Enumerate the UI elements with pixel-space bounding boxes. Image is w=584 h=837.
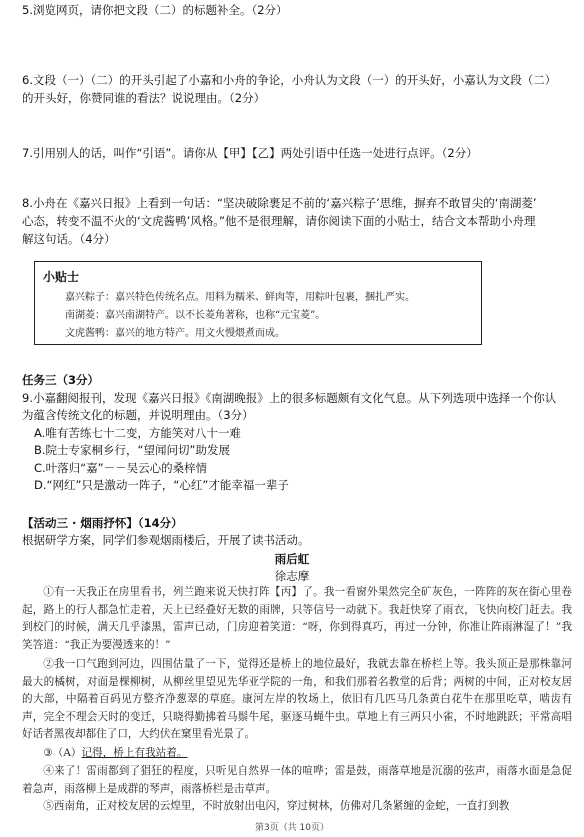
question-5: 5.浏览网页，请你把文段（二）的标题补全。（2分） bbox=[22, 3, 288, 17]
question-8-line-2: 心态，转变不温不火的‘文虎酱鸭’风格。”他不是很理解，请你阅读下面的小贴士，结合文本帮助小舟理 bbox=[22, 214, 536, 228]
activity-3-heading: 【活动三 · 烟雨抒怀】（14分） bbox=[22, 516, 183, 530]
tips-title: 小贴士 bbox=[43, 270, 80, 284]
tips-row-zongzi: 嘉兴粽子：嘉兴特色传统名点。用料为糯米、鲜肉等，用粽叶包裹，捆扎严实。 bbox=[65, 292, 415, 303]
option-b: B.院士专家桐乡行，“望闻问切”助发展 bbox=[34, 443, 230, 457]
article-paragraph-5: ⑤西南角，正对校友居的云煌里，不时放射出电闪，穿过树林，仿佛对几条紧缠的金蛇，一直打到教 bbox=[43, 800, 510, 812]
question-7: 7.引用别人的话，叫作“引语”。请你从【甲】【乙】两处引语中任选一处进行点评。（2分） bbox=[22, 146, 478, 160]
article-paragraph-4: ④来了！雷雨都到了猖狂的程度，只听见自然界一体的喧哗；雷是鼓，雨落草地是沉溺的弦声，雨落水面是急促着急声，雨落柳上是成群的琴声，雨落桥栏是击草声。 bbox=[22, 765, 572, 795]
tips-row-duck: 文虎酱鸭：嘉兴的地方特产。用文火慢煨煮而成。 bbox=[65, 328, 285, 339]
tips-row-ling: 南湖菱：嘉兴南湖特产。以不长菱角著称，也称“元宝菱”。 bbox=[65, 310, 326, 321]
question-9-line-1: 9.小嘉翻阅报刊，发现《嘉兴日报》《南湖晚报》上的很多标题颇有文化气息。从下列选项中选择一个你认 bbox=[22, 391, 557, 405]
article-paragraph-3-text: 记得，桥上有我站着。 bbox=[81, 747, 188, 759]
question-8-line-1: 8.小舟在《嘉兴日报》上看到一句话：“坚决破除裹足不前的‘嘉兴粽子’思维，摒弃不敢冒尖的‘南湖菱’ bbox=[22, 196, 537, 210]
question-6-line-2: 的开头好，你赞同谁的看法？说说理由。（2分） bbox=[22, 91, 266, 105]
option-c: C.叶落归“嘉”－－吴云心的桑梓情 bbox=[34, 461, 208, 475]
activity-3-intro: 根据研学方案，同学们参观烟雨楼后，开展了读书活动。 bbox=[22, 533, 310, 547]
option-d: D.“网红”只是激动一阵子，“心红”才能幸福一辈子 bbox=[34, 478, 289, 492]
question-8-line-3: 解这句话。（4分） bbox=[22, 232, 116, 246]
option-a: A.唯有苦练七十二变，方能笑对八十一难 bbox=[34, 426, 241, 440]
task-3-heading: 任务三（3分） bbox=[22, 373, 100, 387]
article-paragraph-3 bbox=[22, 745, 572, 763]
page-footer: 第3页（共 10页） bbox=[254, 823, 330, 833]
article-title: 雨后虹 bbox=[274, 552, 310, 566]
article-paragraph-2: ②我一口气跑到河边，四围估量了一下，觉得还是桥上的地位最好，我就去靠在桥栏上等。我头顶正是那株靠河最大的橘树，对面是棵柳树，从柳丝里望见先华亚学院的一角，和我们那着名教堂的后背；两树的中间，正对校友居的大部，中隔着百码见方整齐净葱翠的草庭。康河左岸的牧场上，依旧有几匹马几条黄白花牛在那里吃草，啮齿有声，完全不理会天时的变迁，只晓得勤拂着马鬃牛尾，驱逐马蝇牛虫。草地上有三两只小雀，不时地跳跃；平常高唱好话者黑夜却都住了口，大约伏在窠里看光景了。 bbox=[22, 658, 572, 741]
question-9-line-2: 为蕴含传统文化的标题，并说明理由。（3分） bbox=[22, 408, 254, 422]
tips-box bbox=[34, 261, 482, 345]
article-author: 徐志摩 bbox=[274, 569, 310, 583]
article-paragraph-3-marker: ③（A） bbox=[43, 747, 82, 759]
article-paragraph-1: ①有一天我正在房里看书，列兰跑来说天快打阵【丙】了。我一看窗外果然完全矿灰色，一阵阵的灰在街心里卷起，路上的行人都急忙走着，天上已经叠好无数的雨牌，只等信号一动就下。我赶快穿了雨衣，飞快向校门赶去。我到校门的时候，满天几乎漆黑，雷声已动，门房迎着笑道：“呀，你到得真巧，再过一分钟，你准让阵雨淋湿了！”我笑答道：“我正为要漫透来的！” bbox=[22, 586, 572, 651]
question-6-line-1: 6.文段（一）（二）的开头引起了小嘉和小舟的争论，小舟认为文段（一）的开头好，小嘉认为文段（二） bbox=[22, 73, 557, 87]
